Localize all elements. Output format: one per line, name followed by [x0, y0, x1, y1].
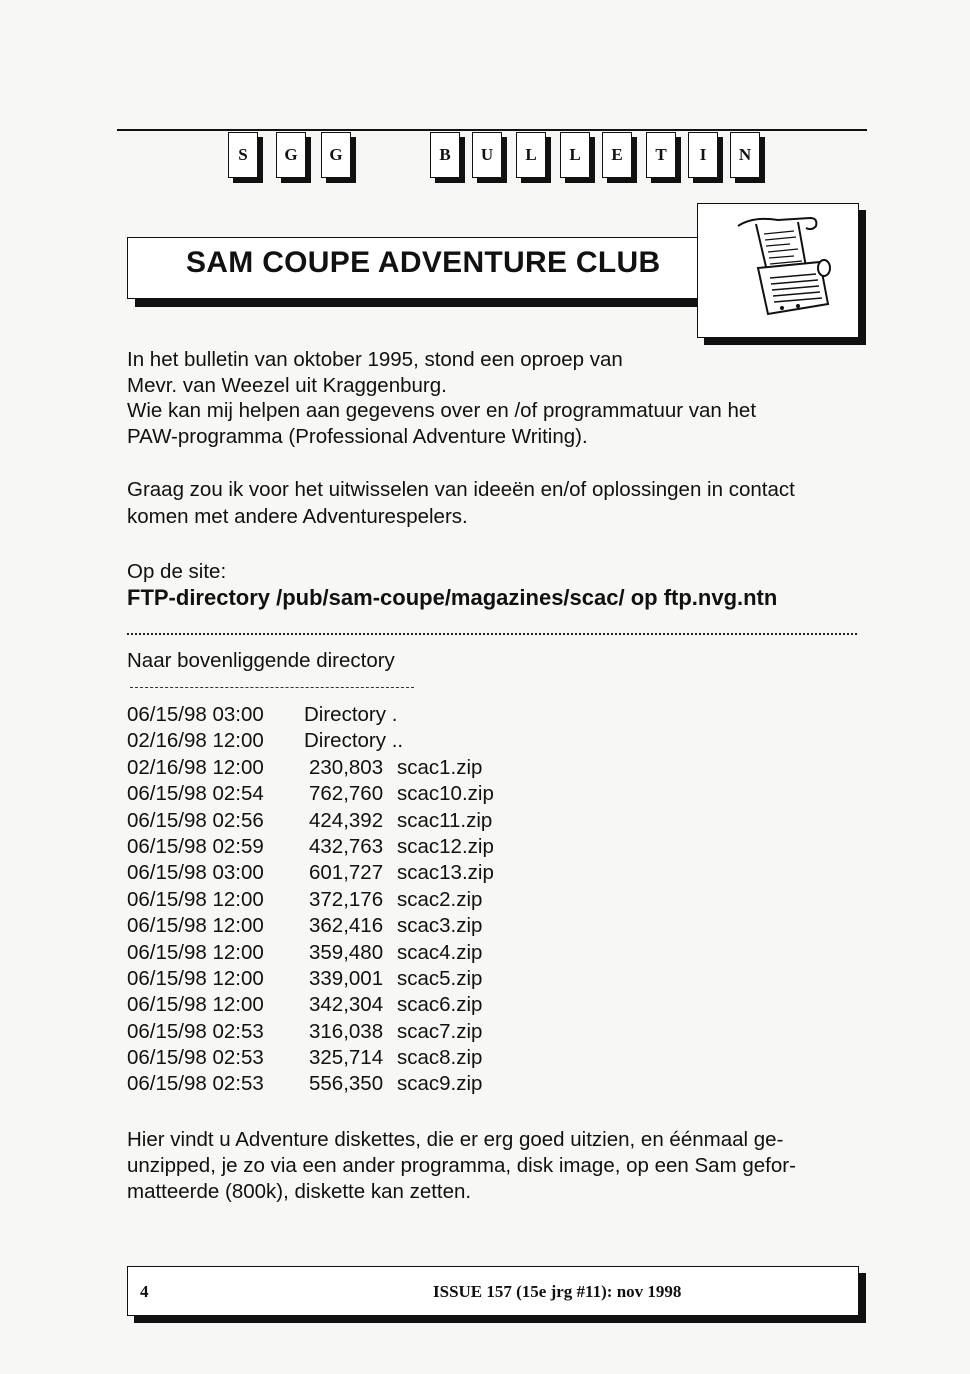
closing-line: unzipped, je zo via een ander programma, disk image, op een Sam gefor-	[127, 1154, 796, 1177]
page-number: 4	[140, 1282, 149, 1301]
row-filename: scac9.zip	[397, 1072, 483, 1096]
row-datetime: 02/16/98 12:00	[127, 729, 264, 753]
row-size: 556,350	[309, 1072, 384, 1096]
row-size: 316,038	[309, 1019, 384, 1043]
club-title-box	[127, 237, 719, 299]
row-filename: scac3.zip	[397, 914, 483, 938]
row-filename: scac13.zip	[397, 861, 494, 885]
letter-tile: L	[516, 132, 546, 178]
row-datetime: 06/15/98 02:53	[127, 1046, 264, 1070]
row-size: 325,714	[309, 1046, 384, 1070]
row-datetime: 06/15/98 02:56	[127, 808, 264, 832]
row-datetime: 06/15/98 12:00	[127, 993, 264, 1017]
row-filename: scac7.zip	[397, 1019, 483, 1043]
contact-line: komen met andere Adventurespelers.	[127, 505, 468, 528]
row-datetime: 06/15/98 02:53	[127, 1072, 264, 1096]
letter-tile: T	[646, 132, 676, 178]
row-size: 762,760	[309, 782, 384, 806]
letter-tile: S	[228, 132, 258, 178]
row-filename: scac8.zip	[397, 1046, 483, 1070]
row-filename: scac1.zip	[397, 755, 483, 779]
row-size: 424,392	[309, 808, 384, 832]
row-filename: scac2.zip	[397, 887, 483, 911]
letter-tile: G	[321, 132, 351, 178]
row-size: 230,803	[309, 755, 384, 779]
letter-tile: N	[730, 132, 760, 178]
intro-line: PAW-programma (Professional Adventure Writing).	[127, 425, 588, 448]
row-filename: scac5.zip	[397, 966, 483, 990]
closing-line: matteerde (800k), diskette kan zetten.	[127, 1180, 472, 1203]
row-size: 601,727	[309, 861, 384, 885]
closing-line: Hier vindt u Adventure diskettes, die er erg goed uitzien, en éénmaal ge-	[127, 1128, 784, 1151]
row-datetime: 06/15/98 02:54	[127, 782, 264, 806]
site-label: Op de site:	[127, 560, 227, 583]
contact-line: Graag zou ik voor het uitwisselen van ideeën en/of oplossingen in contact	[127, 478, 795, 501]
page-footer	[127, 1266, 859, 1316]
row-filename: scac11.zip	[397, 808, 493, 832]
row-size: 372,176	[309, 887, 384, 911]
letter-tile: U	[472, 132, 502, 178]
row-datetime: 06/15/98 02:59	[127, 834, 264, 858]
row-filename: scac6.zip	[397, 993, 483, 1017]
row-filename: scac12.zip	[397, 834, 494, 858]
club-title: SAM COUPE ADVENTURE CLUB	[186, 246, 661, 279]
row-entry: Directory .	[304, 703, 398, 726]
scroll-illustration-box	[697, 203, 859, 338]
row-filename: scac10.zip	[397, 782, 494, 806]
dashed-separator	[130, 687, 414, 688]
row-entry: Directory ..	[304, 729, 404, 753]
row-size: 362,416	[309, 914, 384, 938]
row-datetime: 06/15/98 12:00	[127, 887, 264, 911]
listing-heading: Naar bovenliggende directory	[127, 649, 395, 672]
letter-tile: B	[430, 132, 460, 178]
paper-scroll-icon	[698, 204, 858, 337]
intro-line: Mevr. van Weezel uit Kraggenburg.	[127, 374, 447, 397]
row-datetime: 06/15/98 03:00	[127, 861, 264, 885]
row-filename: scac4.zip	[397, 940, 483, 964]
letter-tile: L	[560, 132, 590, 178]
row-datetime: 02/16/98 12:00	[127, 755, 264, 779]
ftp-directory-link[interactable]: FTP-directory /pub/sam-coupe/magazines/scac/ op ftp.nvg.ntn	[127, 585, 778, 610]
row-datetime: 06/15/98 12:00	[127, 966, 264, 990]
row-datetime: 06/15/98 02:53	[127, 1019, 264, 1043]
row-size: 432,763	[309, 834, 384, 858]
letter-tile: I	[688, 132, 718, 178]
issue-label: ISSUE 157 (15e jrg #11): nov 1998	[433, 1282, 682, 1301]
header-rule	[117, 129, 867, 131]
intro-line: In het bulletin van oktober 1995, stond een oproep van	[127, 348, 623, 371]
row-size: 359,480	[309, 940, 384, 964]
letter-tile: E	[602, 132, 632, 178]
dotted-separator	[127, 633, 857, 635]
row-size: 342,304	[309, 993, 384, 1017]
row-size: 339,001	[309, 966, 384, 990]
row-datetime: 06/15/98 12:00	[127, 940, 264, 964]
intro-line: Wie kan mij helpen aan gegevens over en /of programmatuur van het	[127, 399, 757, 422]
row-datetime: 06/15/98 12:00	[127, 914, 264, 938]
letter-tile: G	[276, 132, 306, 178]
row-datetime: 06/15/98 03:00	[127, 703, 264, 726]
